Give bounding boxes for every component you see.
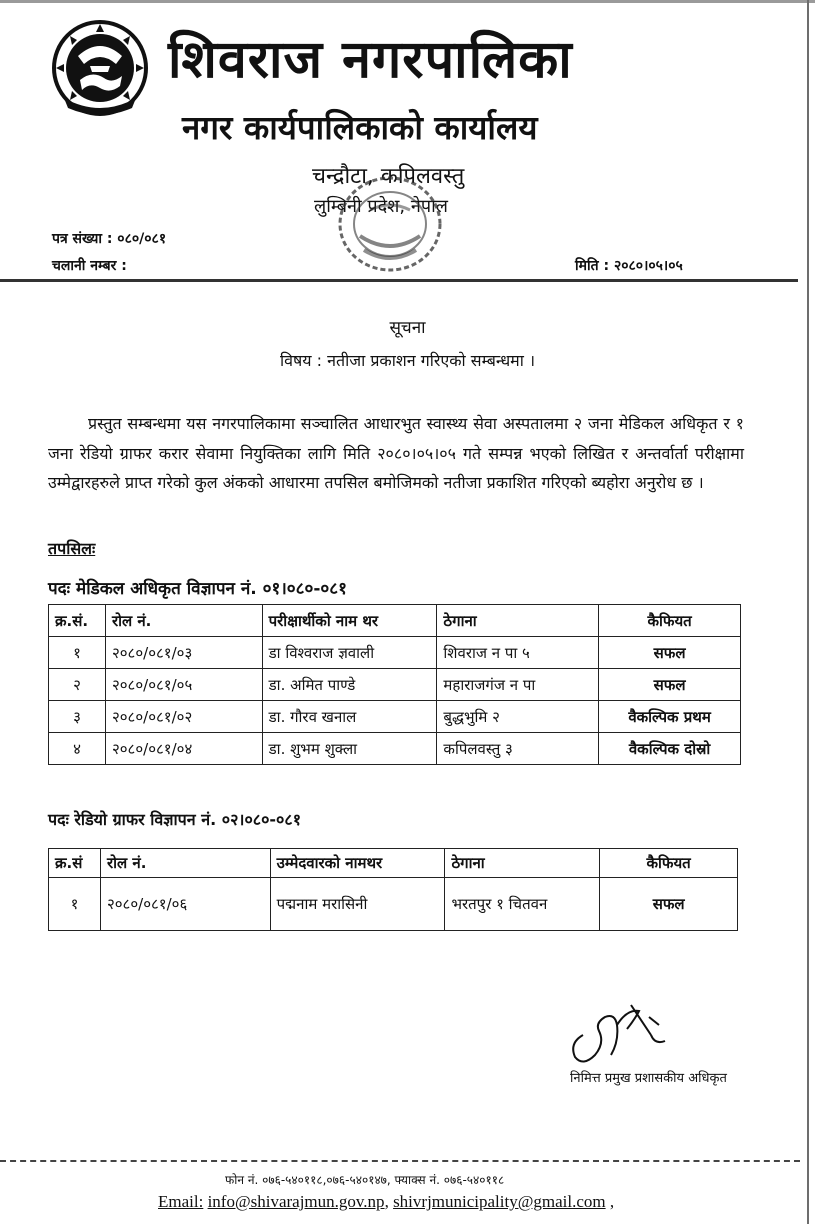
email-label: Email: xyxy=(158,1192,204,1211)
address-cell: शिवराज न पा ५ xyxy=(437,637,599,669)
office-stamp-icon xyxy=(330,166,450,282)
post1-results-table xyxy=(48,604,741,765)
table-header-row xyxy=(49,849,738,878)
table-row xyxy=(49,637,741,669)
remark-cell: सफल xyxy=(600,878,738,931)
municipality-title: शिवराज नगरपालिका xyxy=(168,30,573,90)
table-row xyxy=(49,701,741,733)
dispatch-number: चलानी नम्बर : xyxy=(52,258,127,274)
email-separator: , xyxy=(384,1192,389,1211)
serial-cell: २ xyxy=(49,669,106,701)
roll-cell: २०८०/०८१/०६ xyxy=(100,878,270,931)
roll-cell: २०८०/०८१/०२ xyxy=(105,701,262,733)
address-cell: भरतपुर १ चितवन xyxy=(445,878,600,931)
nepal-emblem-icon xyxy=(50,18,150,118)
page-right-edge xyxy=(807,0,809,1224)
address-line-1: चन्द्रौटा, कपिलवस्तु xyxy=(312,164,465,189)
letter-date: मिति : २०८०।०५।०५ xyxy=(575,258,683,274)
email-trail: , xyxy=(609,1192,615,1211)
serial-cell: १ xyxy=(49,878,101,931)
serial-cell: १ xyxy=(49,637,106,669)
notice-subject: विषय : नतीजा प्रकाशन गरिएको सम्बन्धमा । xyxy=(279,351,536,370)
table-row xyxy=(49,733,741,765)
col-serial: क्र.सं xyxy=(49,849,101,878)
contact-email-row xyxy=(158,1192,614,1212)
col-roll: रोल नं. xyxy=(105,605,262,637)
signatory-title: निमित्त प्रमुख प्रशासकीय अधिकृत xyxy=(570,1071,727,1086)
remark-cell: सफल xyxy=(599,669,741,701)
roll-cell: २०८०/०८१/०४ xyxy=(105,733,262,765)
roll-cell: २०८०/०८१/०३ xyxy=(105,637,262,669)
table-row xyxy=(49,669,741,701)
footer-divider xyxy=(0,1160,800,1162)
col-name: उम्मेदवारको नामथर xyxy=(270,849,445,878)
notice-heading: सूचना xyxy=(389,318,426,338)
email-link-municipality[interactable]: shivrjmunicipality@gmail.com xyxy=(393,1192,606,1211)
table-row xyxy=(49,878,738,931)
col-remark: कैफियत xyxy=(600,849,738,878)
col-address: ठेगाना xyxy=(445,849,600,878)
post1-heading: पदः मेडिकल अधिकृत विज्ञापन नं. ०१।०८०-०८१ xyxy=(48,579,347,599)
col-roll: रोल नं. xyxy=(100,849,270,878)
office-subtitle: नगर कार्यपालिकाको कार्यालय xyxy=(182,108,538,147)
serial-cell: ३ xyxy=(49,701,106,733)
name-cell: पद्मनाम मरासिनी xyxy=(270,878,445,931)
notice-body: प्रस्तुत सम्बन्धमा यस नगरपालिकामा सञ्चालित आधारभुत स्वास्थ्य सेवा अस्पतालमा २ जना मेडिकल अधिकृत र १ जना रेडियो ग्राफर करार सेवामा नियुक्तिका लागि मिति २०८०।०५।०५ गते सम्पन्न भएको लिखित र अन्तर्वार्ता परीक्षामा उम्मेद्वारहरुले प्राप्त गरेको कुल अंकको आधारमा तपसिल बमोजिमको नतीजा प्रकाशित गरिएको ब्यहोरा अनुरोध छ । xyxy=(48,414,744,492)
address-cell: बुद्धभुमि २ xyxy=(437,701,599,733)
remark-cell: वैकल्पिक दोस्रो xyxy=(599,733,741,765)
col-serial: क्र.सं. xyxy=(49,605,106,637)
address-cell: महाराजगंज न पा xyxy=(437,669,599,701)
name-cell: डा. अमित पाण्डे xyxy=(262,669,437,701)
name-cell: डा विश्वराज ज्ञवाली xyxy=(262,637,437,669)
name-cell: डा. गौरव खनाल xyxy=(262,701,437,733)
contact-phone: फोन नं. ०७६-५४०११८,०७६-५४०१४७, फ्याक्स नं. ०७६-५४०११८ xyxy=(225,1173,505,1187)
name-cell: डा. शुभम शुक्ला xyxy=(262,733,437,765)
details-label: तपसिलः xyxy=(48,539,96,558)
col-address: ठेगाना xyxy=(437,605,599,637)
signature-icon xyxy=(565,995,685,1070)
post2-results-table xyxy=(48,848,738,931)
col-remark: कैफियत xyxy=(599,605,741,637)
letter-number: पत्र संख्या : ०८०/०८१ xyxy=(52,231,167,247)
address-line-2: लुम्बिनी प्रदेश, नेपाल xyxy=(314,196,448,217)
col-name: परीक्षार्थीको नाम थर xyxy=(262,605,437,637)
remark-cell: सफल xyxy=(599,637,741,669)
email-link-office[interactable]: info@shivarajmun.gov.np xyxy=(207,1192,385,1211)
remark-cell: वैकल्पिक प्रथम xyxy=(599,701,741,733)
page-top-edge xyxy=(0,0,815,3)
serial-cell: ४ xyxy=(49,733,106,765)
address-cell: कपिलवस्तु ३ xyxy=(437,733,599,765)
table-header-row xyxy=(49,605,741,637)
roll-cell: २०८०/०८१/०५ xyxy=(105,669,262,701)
header-divider xyxy=(0,279,798,282)
post2-heading: पदः रेडियो ग्राफर विज्ञापन नं. ०२।०८०-०८१ xyxy=(48,810,302,829)
